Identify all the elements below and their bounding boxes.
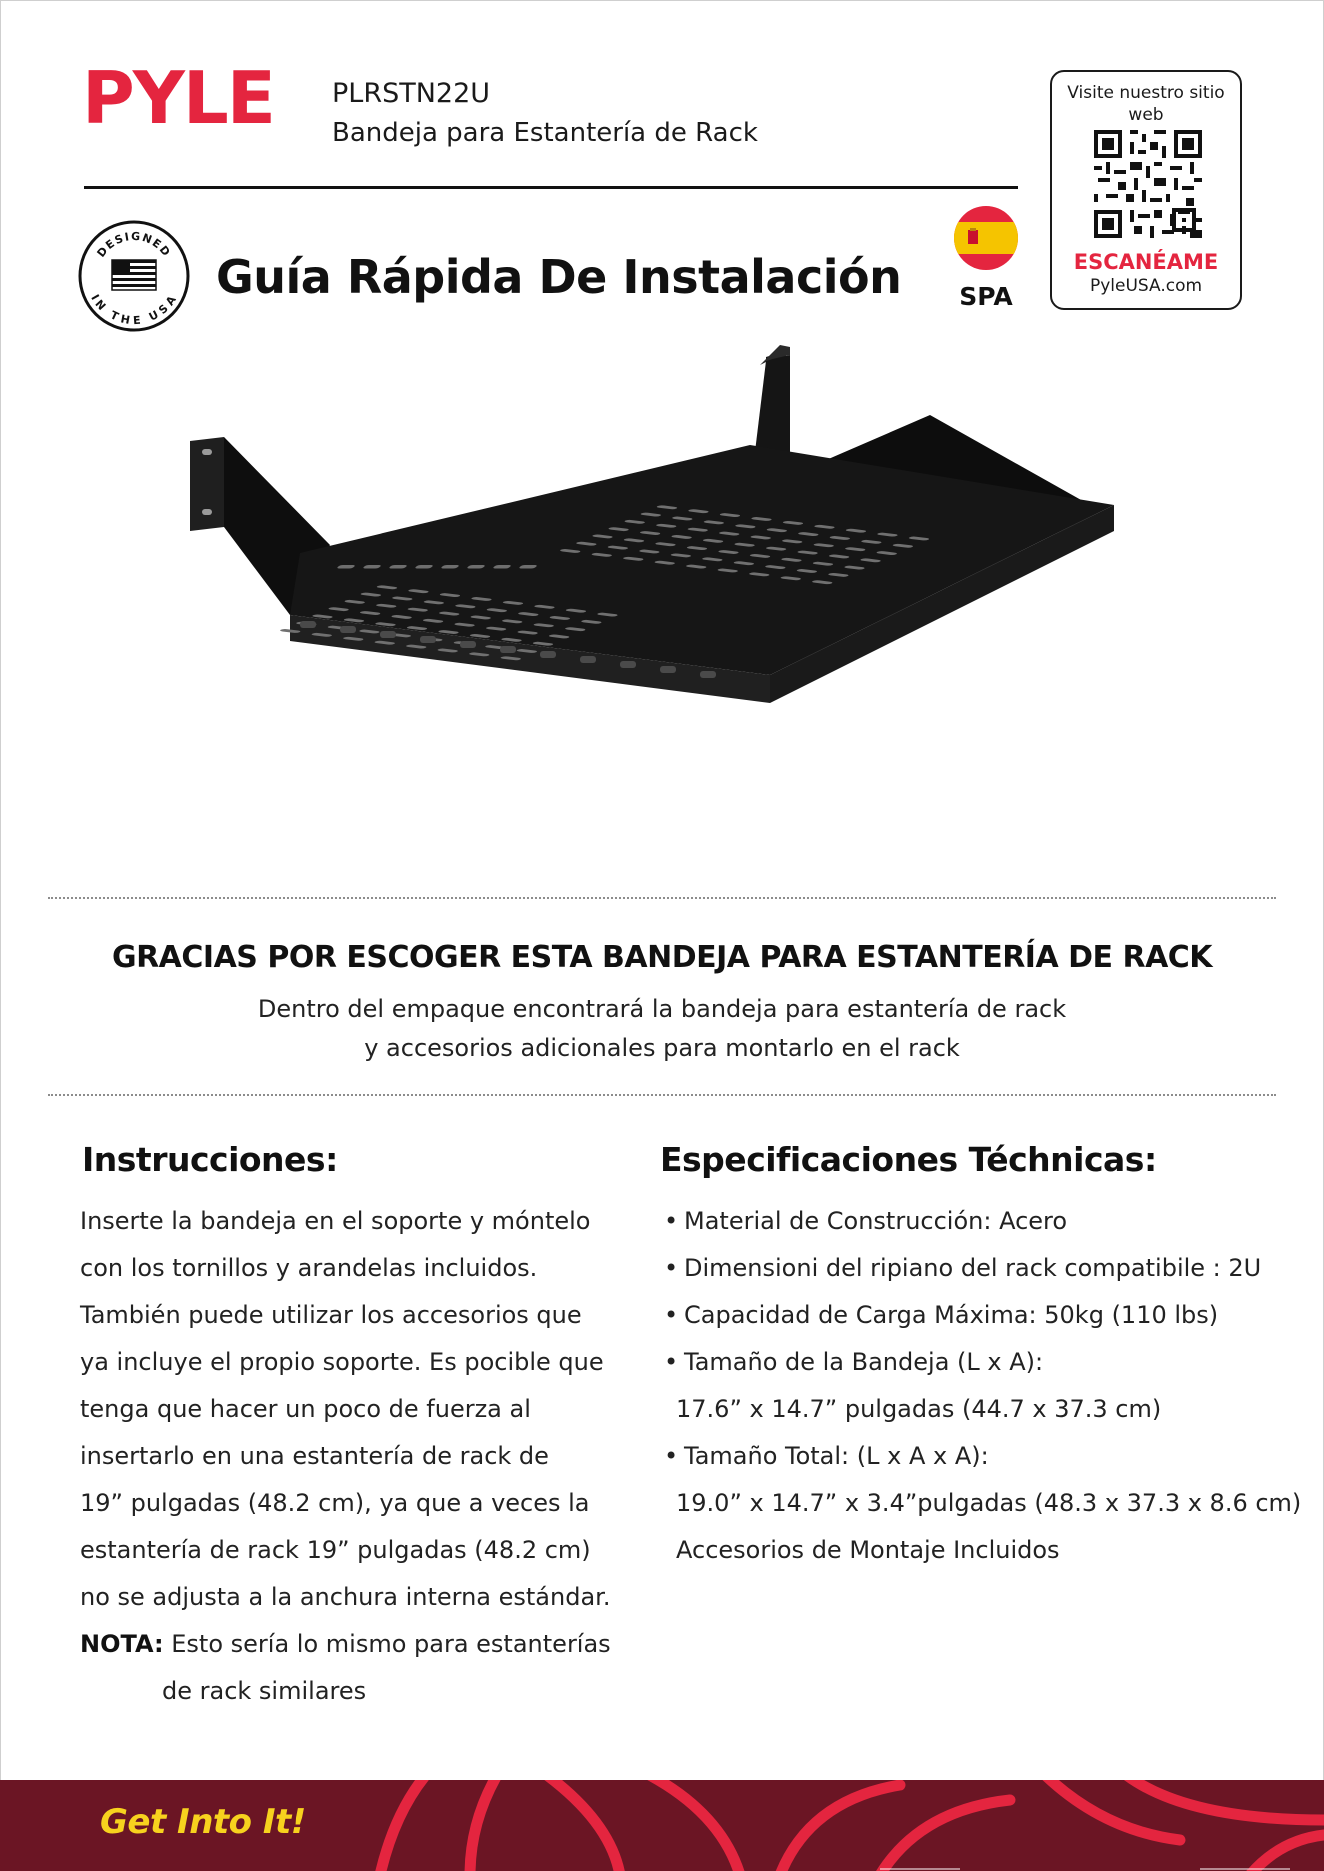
- spec-item-continued: 17.6” x 14.7” pulgadas (44.7 x 37.3 cm): [676, 1395, 1162, 1423]
- spec-item: • Dimensioni del ripiano del rack compatibile : 2U: [662, 1245, 1282, 1292]
- footer-tagline: Get Into It!: [100, 1802, 306, 1842]
- spec-item: • Tamaño de la Bandeja (L x A):: [662, 1339, 1282, 1386]
- bullet-icon: •: [664, 1442, 679, 1470]
- specs-heading: Especificaciones Téchnicas:: [660, 1140, 1157, 1179]
- spec-item-continued: 19.0” x 14.7” x 3.4”pulgadas (48.3 x 37.3 x 8.6 cm): [676, 1489, 1302, 1517]
- note-text-continued: de rack similares: [162, 1677, 367, 1705]
- brand-logo: PYLE: [82, 56, 274, 140]
- instructions-line: no se adjusta a la anchura interna estándar.: [80, 1583, 611, 1611]
- badge-top-text: DESIGNED: [94, 229, 174, 260]
- spec-item-continued: Accesorios de Montaje Incluidos: [676, 1536, 1060, 1564]
- bullet-icon: •: [664, 1348, 679, 1376]
- thanks-heading: GRACIAS POR ESCOGER ESTA BANDEJA PARA ESTANTERÍA DE RACK: [111, 940, 1213, 975]
- note-text: Esto sería lo mismo para estanterías: [171, 1630, 611, 1658]
- instructions-line: Inserte la bandeja en el soporte y móntelo: [80, 1207, 591, 1235]
- footer-band: [0, 1780, 1324, 1871]
- instructions-line: con los tornillos y arandelas incluidos.: [80, 1254, 538, 1282]
- spain-flag-icon: [954, 206, 1018, 270]
- bullet-icon: •: [664, 1254, 679, 1282]
- qr-visit-text: Visite nuestro sitio web: [1067, 83, 1225, 125]
- bullet-icon: •: [664, 1301, 679, 1329]
- qr-url[interactable]: PyleUSA.com: [1089, 276, 1203, 296]
- instructions-line: También puede utilizar los accesorios que: [80, 1301, 582, 1329]
- spec-item: • Material de Construcción: Acero: [662, 1198, 1282, 1245]
- instructions-line: estantería de rack 19” pulgadas (48.2 cm): [80, 1536, 591, 1564]
- thanks-line-2: y accesorios adicionales para montarlo en el rack: [364, 1034, 960, 1062]
- badge-bottom-text: IN THE USA: [88, 292, 180, 328]
- instructions-line: tenga que hacer un poco de fuerza al: [80, 1395, 531, 1423]
- rack-shelf-product-image: [190, 345, 1150, 855]
- bullet-icon: •: [664, 1207, 679, 1235]
- thanks-line-1: Dentro del empaque encontrará la bandeja para estantería de rack: [257, 995, 1067, 1023]
- dotted-divider: [48, 1094, 1276, 1096]
- product-subtitle: Bandeja para Estantería de Rack: [332, 118, 758, 148]
- thanks-text: [0, 990, 1324, 1068]
- guide-title: Guía Rápida De Instalación: [216, 250, 902, 304]
- language-code: SPA: [959, 282, 1013, 311]
- header-divider: [84, 186, 1018, 189]
- qr-code-icon[interactable]: [1094, 130, 1202, 238]
- qr-card[interactable]: [1050, 70, 1242, 310]
- instructions-line: ya incluye el propio soporte. Es pocible que: [80, 1348, 604, 1376]
- us-flag-icon: [112, 260, 156, 290]
- instructions-line: 19” pulgadas (48.2 cm), ya que a veces la: [80, 1489, 590, 1517]
- instructions-heading: Instrucciones:: [82, 1140, 338, 1179]
- specs-list: [662, 1198, 1302, 1574]
- note: [80, 1621, 640, 1668]
- spec-item: • Tamaño Total: (L x A x A):: [662, 1433, 1282, 1480]
- dotted-divider: [48, 897, 1276, 899]
- designed-in-usa-badge-icon: [78, 220, 190, 332]
- model-number: PLRSTN22U: [332, 78, 491, 109]
- qr-scan-label: ESCANÉAME: [1073, 250, 1219, 274]
- note-label: NOTA:: [80, 1630, 164, 1658]
- instructions-line: insertarlo en una estantería de rack de: [80, 1442, 549, 1470]
- spec-item: • Capacidad de Carga Máxima: 50kg (110 lbs): [662, 1292, 1282, 1339]
- instructions-body: [80, 1198, 640, 1715]
